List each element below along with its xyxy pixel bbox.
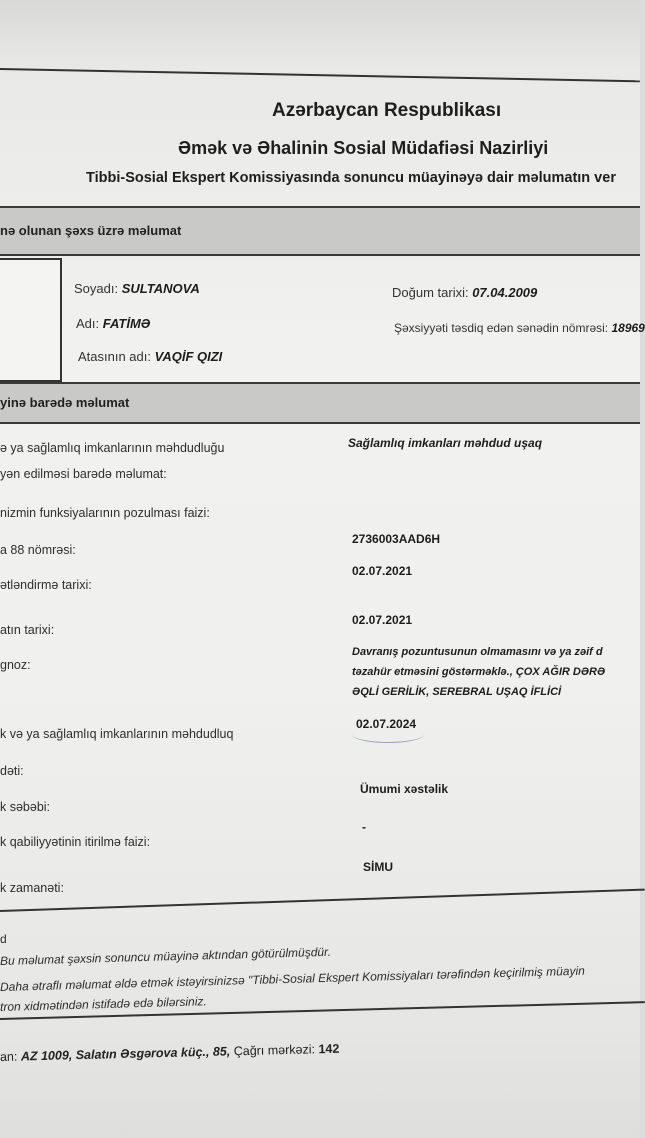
person-section-title: nə olunan şəxs üzrə məlumat — [0, 223, 182, 238]
row-value-validity: 02.07.2024 — [356, 717, 417, 731]
row-label-capacity-loss: k qabiliyyətinin itirilmə faizi: — [0, 835, 151, 849]
row-label-validity: k və ya sağlamlıq imkanlarının məhdudluq — [0, 727, 234, 741]
diagnosis-line-3: ƏQLİ GERİLİK, SEREBRAL UŞAQ İFLİCİ — [352, 686, 562, 698]
table-bottom-rule — [0, 889, 645, 912]
row-label-cause: k səbəbi: — [0, 800, 51, 814]
call-center-label: Çağrı mərkəzi: — [233, 1042, 316, 1059]
row-value-form-number: 2736003AAD6H — [352, 532, 441, 546]
row-value-disability: Sağlamlıq imkanları məhdud uşaq — [348, 436, 543, 450]
birth-date-label: Doğum tarixi: 07.04.2009 — [392, 285, 538, 300]
row-label-assessment-date: ətləndirmə tarixi: — [0, 578, 92, 592]
id-number-value: 18969 — [611, 321, 645, 335]
footer-note-1: Bu məlumat şəxsin sonuncu müayinə aktından götürülmüşdür. — [0, 944, 332, 968]
patronymic-value: VAQİF QIZI — [154, 349, 223, 364]
row-label-guarantee: k zamanəti: — [0, 881, 64, 895]
person-section-band — [0, 206, 640, 256]
row-label-function-percent: nizmin funksiyalarının pozulması faizi: — [0, 506, 210, 520]
republic-title: Azərbaycan Respublikası — [272, 100, 502, 121]
row-value-act-date: 02.07.2021 — [352, 613, 413, 627]
address-line: an: AZ 1009, Salatın Əsgərova küç., 85, Çağrı mərkəzi: 142 — [0, 1041, 340, 1064]
patronymic-label: Atasının adı: VAQİF QIZI — [78, 349, 223, 364]
exam-section-title: yinə barədə məlumat — [0, 395, 130, 410]
diagnosis-line-1: Davranış pozuntusunun olmamasını və ya zəif d — [352, 646, 603, 658]
row-label-act-date: atın tarixi: — [0, 623, 55, 637]
name-value: FATİMƏ — [102, 316, 151, 331]
surname-label: Soyadı: SULTANOVA — [74, 281, 200, 296]
call-center-number: 142 — [318, 1041, 340, 1057]
row-value-capacity-loss: - — [362, 820, 366, 834]
birth-date-value: 07.04.2009 — [472, 285, 538, 300]
ministry-title: Əmək və Əhalinin Sosial Müdafiəsi Nazirliyi — [178, 138, 549, 158]
footer-marker: d — [0, 932, 7, 946]
document-subtitle: Tibbi-Sosial Ekspert Komissiyasında sonuncu müayinəyə dair məlumatın ver — [86, 170, 616, 186]
name-label: Adı: FATİMƏ — [76, 316, 151, 331]
row-value-guarantee: SİMU — [363, 860, 393, 874]
exam-section-band — [0, 382, 640, 424]
pen-mark — [352, 726, 424, 743]
address-street: AZ 1009, Salatın Əsgərova küç., 85, — [20, 1044, 231, 1064]
row-value-assessment-date: 02.07.2021 — [352, 564, 413, 578]
id-number-label: Şəxsiyyəti təsdiq edən sənədin nömrəsi: 18969 — [394, 321, 645, 335]
photo-placeholder — [0, 258, 62, 382]
row-label-diagnosis: gnoz: — [0, 658, 31, 672]
footer-note-2: Daha ətraflı məlumat əldə etmək istəyirsinizsə "Tibbi-Sosial Ekspert Komissiyaları tərəfindən keçirilmiş müayin — [0, 963, 585, 994]
row-label-form-number: a 88 nömrəsi: — [0, 543, 76, 557]
row-label-assignment-info: yən edilməsi barədə məlumat: — [0, 467, 167, 481]
footer-note-3: tron xidmətindən istifadə edə bilərsiniz. — [0, 994, 207, 1014]
surname-value: SULTANOVA — [121, 281, 200, 296]
row-value-cause: Ümumi xəstəlik — [360, 782, 449, 796]
row-label-disability: ə ya sağlamlıq imkanlarının məhdudluğu — [0, 441, 225, 455]
diagnosis-line-2: təzahür etməsini göstərməklə., ÇOX AĞIR DƏRƏ — [352, 666, 606, 678]
top-rule — [0, 68, 640, 82]
row-label-validity-cont: dəti: — [0, 764, 24, 778]
